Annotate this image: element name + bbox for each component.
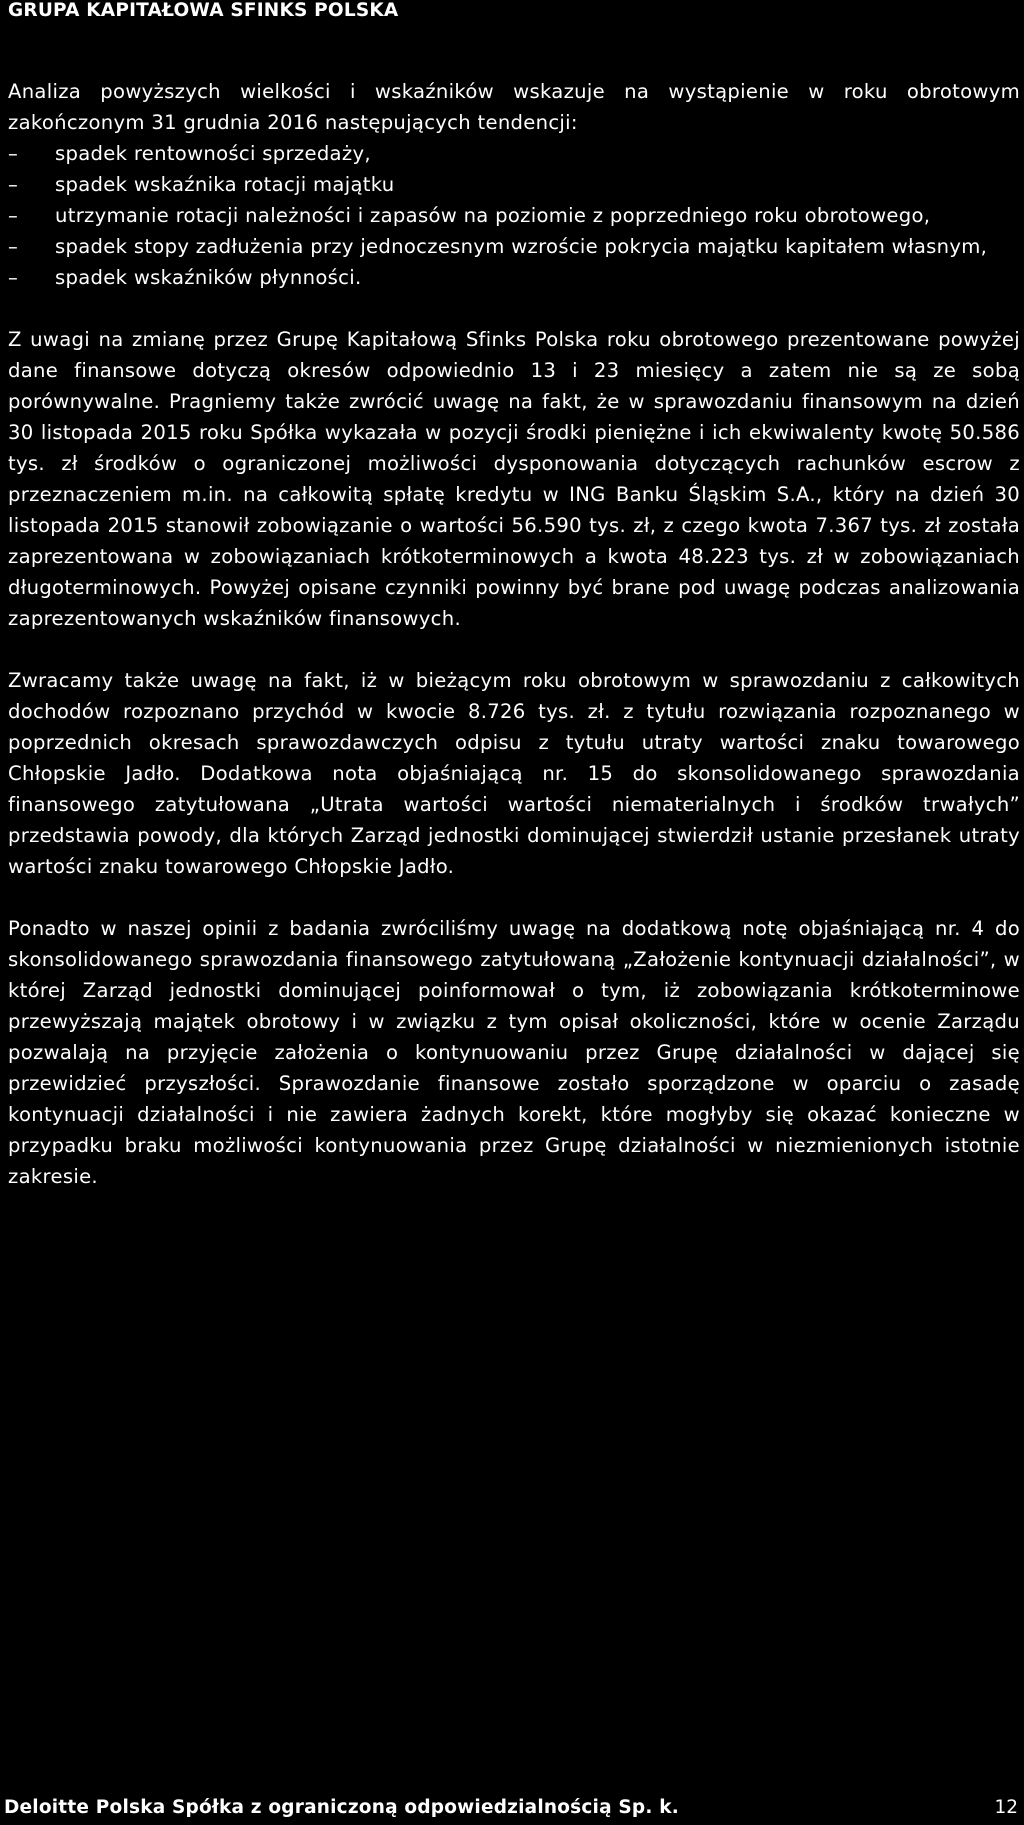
list-item: [8, 169, 1020, 200]
dash-marker: –: [8, 235, 19, 258]
dash-marker: –: [8, 204, 19, 227]
page-number: 12: [994, 1797, 1018, 1818]
dash-marker: –: [8, 266, 19, 289]
list-item: [8, 138, 1020, 169]
document-body: [8, 76, 1020, 1223]
paragraph-going-concern: Ponadto w naszej opinii z badania zwróciliśmy uwagę na dodatkową notę objaśniającą nr. 4 do skonsolidowanego sprawozdania finansowego zatytułowaną „Założenie kontynuacji działalności”, w której Zarząd jednostki dominującej poinformował o tym, iż zobowiązania krótkoterminowe przewyższają majątek obrotowy i w związku z tym opisał okoliczności, które w ocenie Zarządu pozwalają na przyjęcie założenia o kontynuowaniu przez Grupę działalności w dającej się przewidzieć przyszłości. Sprawozdanie finansowe zostało sporządzone w oparciu o zasadę kontynuacji działalności i nie zawiera żadnych korekt, które mogłyby się okazać konieczne w przypadku braku możliwości kontynuowania przez Grupę działalności w niezmienionych istotnie zakresie.: [8, 917, 1020, 1188]
intro-paragraph: Analiza powyższych wielkości i wskaźników wskazuje na wystąpienie w roku obrotowym zakończonym 31 grudnia 2016 następujących tendencji:: [8, 80, 1020, 134]
paragraph-comparability: Z uwagi na zmianę przez Grupę Kapitałową Sfinks Polska roku obrotowego prezentowane powyżej dane finansowe dotyczą okresów odpowiednio 13 i 23 miesięcy a zatem nie są ze sobą porównywalne. Pragniemy także zwrócić uwagę na fakt, że w sprawozdaniu finansowym na dzień 30 listopada 2015 roku Spółka wykazała w pozycji środki pieniężne i ich ekwiwalenty kwotę 50.586 tys. zł środków o ograniczonej możliwości dysponowania dotyczących rachunków escrow z przeznaczeniem m.in. na całkowitą spłatę kredytu w ING Banku Śląskim S.A., który na dzień 30 listopada 2015 stanowił zobowiązanie o wartości 56.590 tys. zł, z czego kwota 7.367 tys. zł została zaprezentowana w zobowiązaniach krótkoterminowych a kwota 48.223 tys. zł w zobowiązaniach długoterminowych. Powyżej opisane czynniki powinny być brane pod uwagę podczas analizowania zaprezentowanych wskaźników finansowych.: [8, 328, 1020, 630]
trend-list: [8, 138, 1020, 293]
dash-marker: –: [8, 173, 19, 196]
list-item-text: spadek stopy zadłużenia przy jednoczesnym wzroście pokrycia majątku kapitałem własnym,: [55, 235, 988, 258]
list-item-text: spadek wskaźnika rotacji majątku: [55, 173, 395, 196]
page-header-title: GRUPA KAPITAŁOWA SFINKS POLSKA: [8, 0, 399, 21]
dash-marker: –: [8, 142, 19, 165]
list-item-text: spadek wskaźników płynności.: [55, 266, 362, 289]
list-item: [8, 262, 1020, 293]
footer-firm-name: Deloitte Polska Spółka z ograniczoną odpowiedzialnością Sp. k.: [4, 1797, 679, 1818]
list-item: [8, 231, 1020, 262]
list-item-text: utrzymanie rotacji należności i zapasów na poziomie z poprzedniego roku obrotowego,: [55, 204, 931, 227]
list-item-text: spadek rentowności sprzedaży,: [55, 142, 371, 165]
paragraph-trademark-impairment: Zwracamy także uwagę na fakt, iż w bieżącym roku obrotowym w sprawozdaniu z całkowitych dochodów rozpoznano przychód w kwocie 8.726 tys. zł. z tytułu rozwiązania rozpoznanego w poprzednich okresach sprawozdawczych odpisu z tytułu utraty wartości znaku towarowego Chłopskie Jadło. Dodatkowa nota objaśniającą nr. 15 do skonsolidowanego sprawozdania finansowego zatytułowana „Utrata wartości wartości niematerialnych i środków trwałych” przedstawia powody, dla których Zarząd jednostki dominującej stwierdził ustanie przesłanek utraty wartości znaku towarowego Chłopskie Jadło.: [8, 669, 1020, 878]
list-item: [8, 200, 1020, 231]
